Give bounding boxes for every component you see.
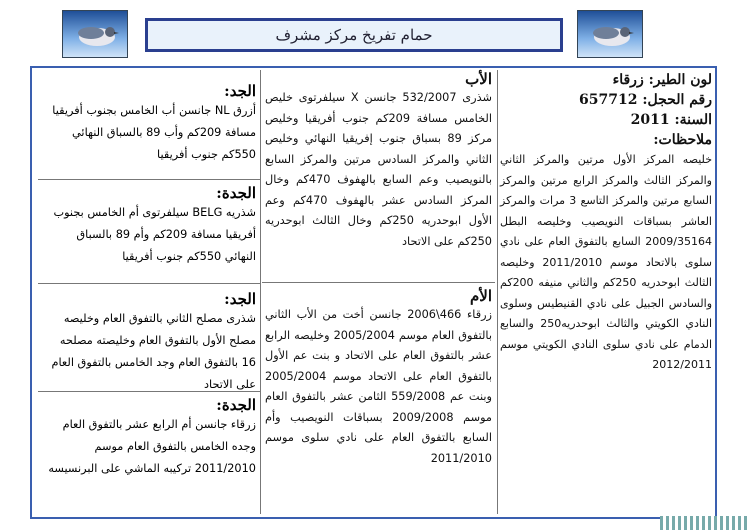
pigeon-photo-left (62, 10, 128, 58)
notes-text: خليصه المركز الأول مرتين والمركز الثاني والمركز الثالث والمركز الرابع مرتين والمركز السابع مرتين والمركز التاسع 3 مرات والمركز العاشر بسباقات النويصيب وخليصه البطل 2009/35164 السابع بالتفوق العام على نادي سلوى بالاتحاد موسم 2011/2010 وخليصه الثالث ابوحدريه 250كم والثاني منيفه 200كم والسادس الجبيل على نادي القنيطيس وسلوى النادي الكويتي والثالث ابوحدريه250 والسابع الدمام على نادي سلوى النادي الكويتي موسم 2012/2011 (500, 153, 713, 371)
page-title-text: حمام تفريخ مركز مشرف (275, 26, 433, 44)
parents-column (262, 70, 495, 514)
column-divider (260, 70, 261, 514)
column-divider (497, 70, 498, 514)
father-text: شذرى 532/2007 جانسن X سيلفرتوى خليص الخامس مسافة 209كم جنوب أفريقيا وخليص مركز 89 بسباق جنوب إفريقيا النهائي وخليص الثاني والمركز السادس مرتين والمركز السابع بالنويصيب وعم السابع بالهفوف 470كم وخال المركز السادس عشر بالهفوف 470كم وعم الأول ابوحدريه 250كم وخال الثالث ابوحدريه 250كم على الاتحاد (265, 91, 492, 248)
grandmother-paternal-title: الجدة: (216, 184, 256, 202)
grandfather-paternal (38, 80, 260, 180)
corner-decoration (660, 516, 750, 530)
bird-year: السنة: 2011 (630, 112, 712, 128)
grandfather-maternal (38, 288, 260, 392)
grandmother-maternal (38, 394, 260, 514)
grandmother-paternal (38, 182, 260, 284)
bird-info (500, 70, 712, 514)
bird-color: لون الطير: زرقاء (612, 72, 712, 88)
grandfather-maternal-text: شذرى مصلح الثاني بالتفوق العام وخليصه مصلح الأول بالتفوق العام وخليصته مصلحه 16 بالتفوق العام وجد الخامس بالتفوق العام على الاتحاد (51, 312, 256, 391)
bird-ring: رقم الحجل: 657712 (579, 92, 712, 108)
mother-text: زرقاء 466\2006 جانسن أخت من الأب الثاني بالتفوق العام موسم 2005/2004 وخليصه الرابع عشر بالتفوق العام على الاتحاد و بنت عم الأول بالتفوق العام على الاتحاد موسم 2005/2004 وبنت عم 559/2008 الثامن عشر بالتفوق العام موسم 2009/2008 بسباقات النويصيب وأم السابع بالتفوق العام على نادي سلوى موسم 2011/2010 (265, 308, 493, 465)
notes-title: ملاحظات: (653, 132, 712, 148)
pigeon-photo-right (577, 10, 643, 58)
father-title: الأب (465, 70, 492, 88)
grandfather-paternal-text: أزرق NL جانسن أب الخامس بجنوب أفريقيا مسافة 209كم وأب 89 بالسباق النهائي 550كم جنوب أفريقيا (52, 104, 256, 161)
mother-title: الأم (469, 287, 492, 305)
grandfather-paternal-title: الجد: (224, 82, 256, 100)
father-section (262, 70, 495, 283)
grandfather-maternal-title: الجد: (224, 290, 256, 308)
grandmother-maternal-title: الجدة: (216, 396, 256, 414)
mother-section (262, 283, 495, 469)
grandmother-maternal-text: زرقاء جانسن أم الرابع عشر بالتفوق العام وجده الخامس بالتفوق العام موسم 2011/2010 تركيبه الماشي على البرنسيسه (48, 418, 256, 475)
page-title (145, 18, 563, 52)
grandmother-paternal-text: شذريه BELG سيلفرتوى أم الخامس بجنوب أفريقيا مسافة 209كم وأم 89 بالسباق النهائي 550كم جنوب أفريقيا (53, 206, 256, 263)
